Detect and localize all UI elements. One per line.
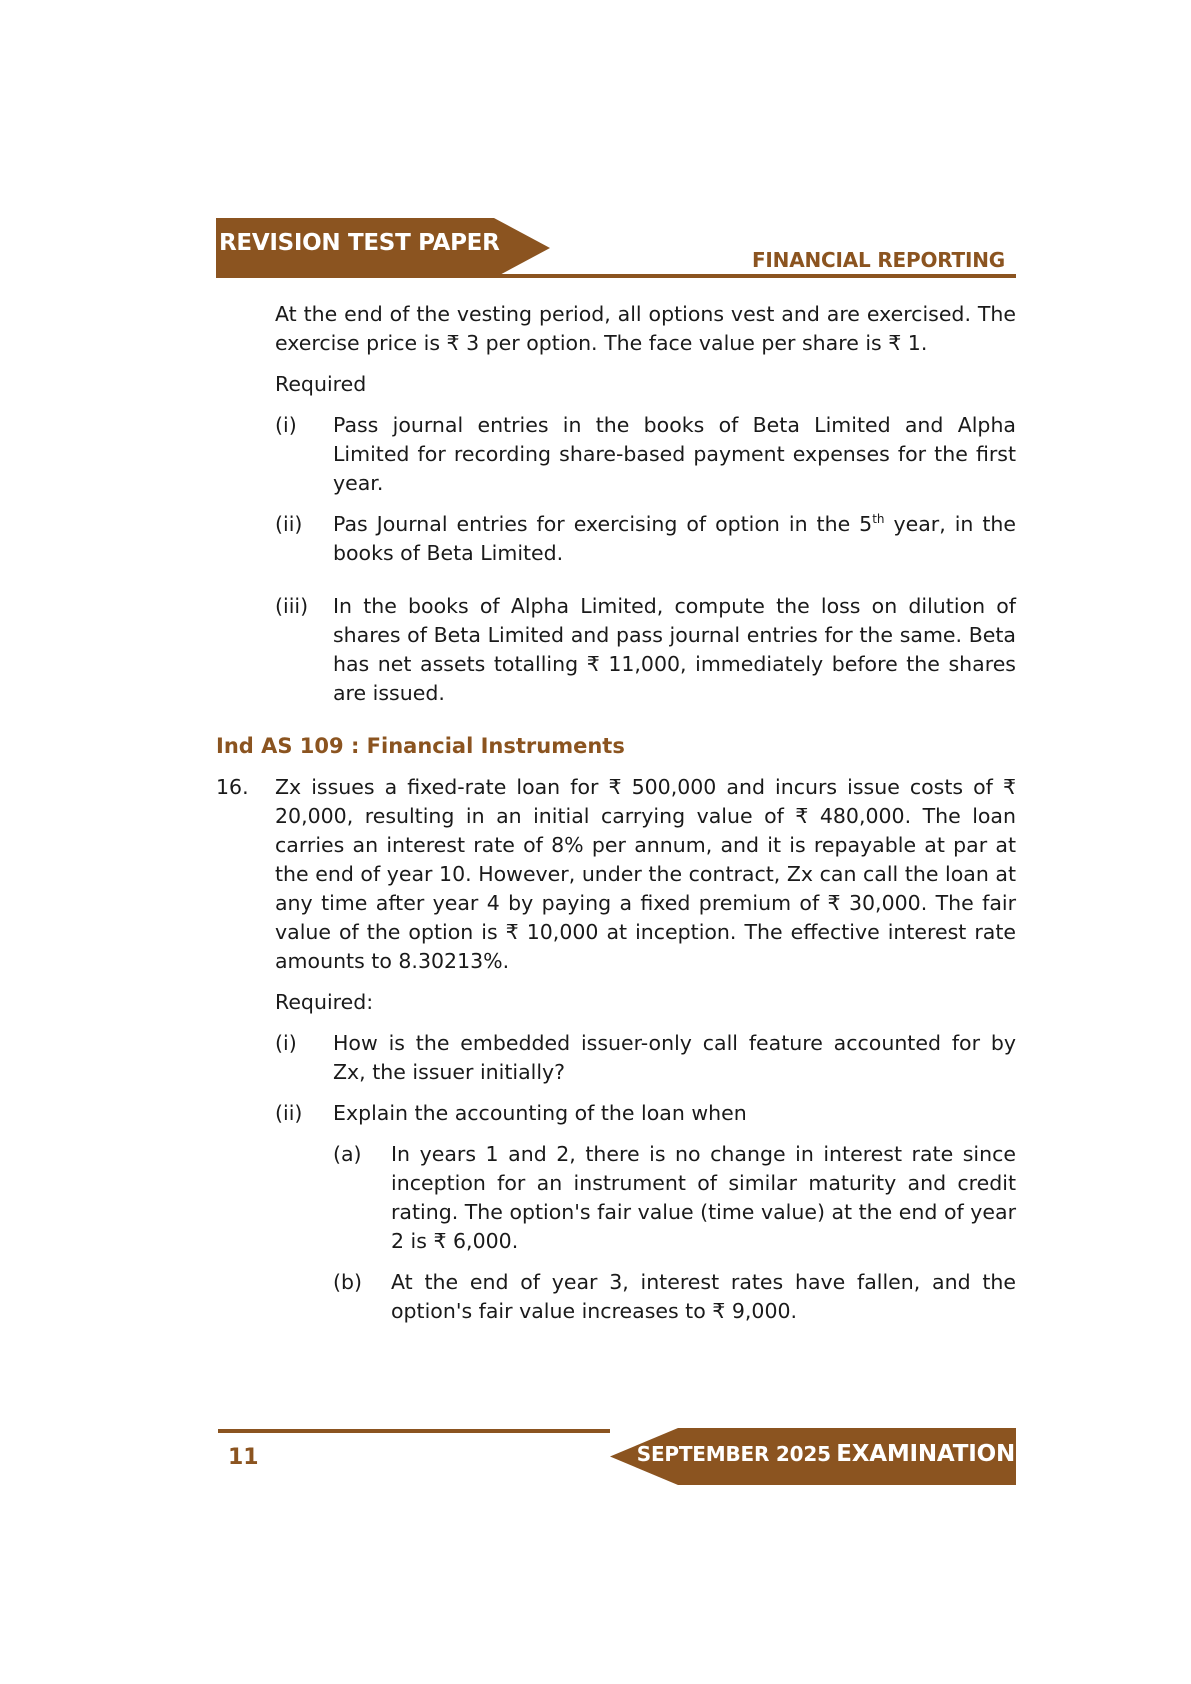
list-item-text: How is the embedded issuer-only call feature accounted for by Zx, the issuer initially? — [333, 1031, 1016, 1084]
list-item-label: (ii) — [275, 1101, 303, 1125]
header-rule — [216, 274, 1016, 278]
footer-exam-label: SEPTEMBER 2025 EXAMINATION — [636, 1441, 1015, 1467]
question-number: 16. — [216, 775, 249, 799]
header-subject: FINANCIAL REPORTING — [751, 248, 1005, 272]
section-heading: Ind AS 109 : Financial Instruments — [216, 734, 625, 758]
intro-required: Required — [275, 372, 367, 396]
list-item-text: Pas Journal entries for exercising of option in the 5th year, in the books of Beta Limited. — [333, 512, 1017, 565]
question-required: Required: — [275, 990, 374, 1014]
footer-rule — [218, 1429, 610, 1433]
list-item-label: (iii) — [275, 594, 309, 618]
page-content — [216, 300, 1016, 1326]
list-item — [275, 592, 1016, 708]
list-item — [275, 1029, 1016, 1087]
list-item — [275, 1099, 1016, 1128]
sub-list-item-label: (a) — [333, 1142, 362, 1166]
list-item-label: (i) — [275, 1031, 297, 1055]
list-item-label: (i) — [275, 413, 297, 437]
question-text: Zx issues a fixed-rate loan for ₹ 500,000 and incurs issue costs of ₹ 20,000, resulting in an initial carrying value of ₹ 480,000. The loan carries an interest rate of 8% per annum, and it is repayable at par at the end of year 10. However, under the contract, Zx can call the loan at any time after year 4 by paying a fixed premium of ₹ 30,000. The fair value of the option is ₹ 10,000 at inception. The effective interest rate amounts to 8.30213%. — [275, 775, 1016, 973]
sub-list-item-label: (b) — [333, 1270, 363, 1294]
list-item-text: Pass journal entries in the books of Beta Limited and Alpha Limited for recording share-based payment expenses for the first year. — [333, 413, 1016, 495]
sub-list-item-text: At the end of year 3, interest rates have fallen, and the option's fair value increases to ₹ 9,000. — [391, 1270, 1016, 1323]
list-item-label: (ii) — [275, 512, 303, 536]
question-16 — [216, 773, 1016, 976]
list-item-text: Explain the accounting of the loan when — [333, 1101, 747, 1125]
sub-list-item-text: In years 1 and 2, there is no change in interest rate since inception for an instrument of similar maturity and credit rating. The option's fair value (time value) at the end of year 2 is ₹ 6,000. — [391, 1142, 1016, 1253]
page-number: 11 — [228, 1445, 259, 1470]
list-item — [275, 510, 1016, 568]
intro-paragraph: At the end of the vesting period, all options vest and are exercised. The exercise price is ₹ 3 per option. The face value per share is ₹ 1. — [275, 302, 1016, 355]
list-item-text: In the books of Alpha Limited, compute the loss on dilution of shares of Beta Limited and pass journal entries for the same. Beta has net assets totalling ₹ 11,000, immediately before the shares are issued. — [333, 594, 1016, 705]
sub-list-item — [333, 1268, 1016, 1326]
superscript: th — [872, 512, 885, 527]
header-title: REVISION TEST PAPER — [219, 230, 500, 256]
list-item — [275, 411, 1016, 498]
sub-list-item — [333, 1140, 1016, 1256]
